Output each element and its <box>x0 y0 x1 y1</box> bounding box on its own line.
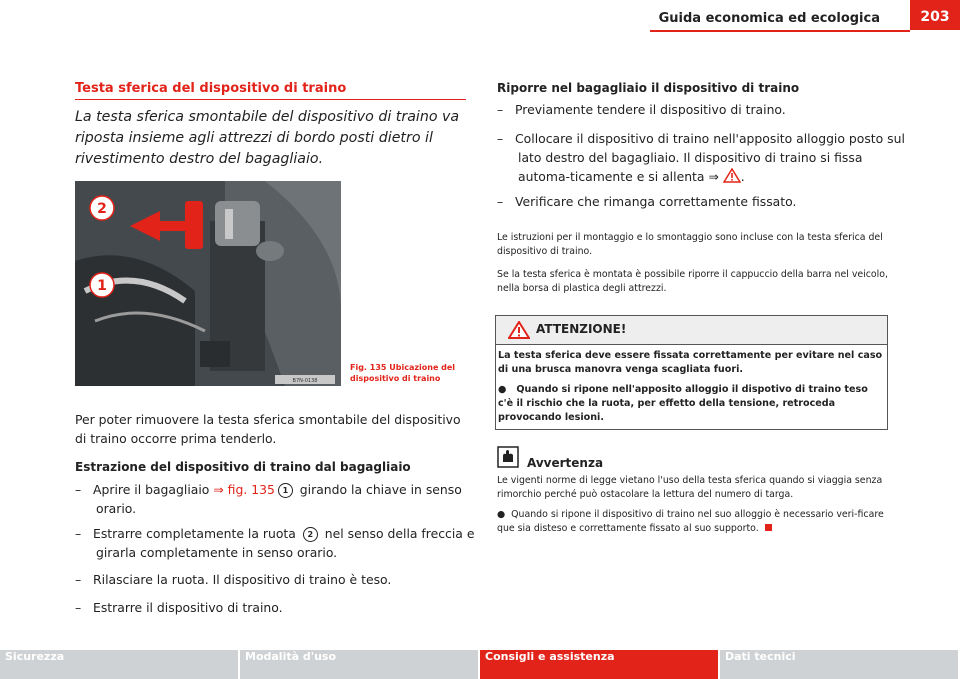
figure-link[interactable]: ⇒ fig. 135 <box>213 482 275 497</box>
store-heading: Riporre nel bagagliaio il dispositivo di traino <box>497 81 800 95</box>
warning-header <box>496 316 887 345</box>
note-paragraph-1: Le istruzioni per il montaggio e lo smontaggio sono incluse con la testa sferica del dispositivo di traino. <box>497 232 883 257</box>
footer-tab-consigli[interactable]: Consigli e assistenza <box>480 650 718 679</box>
warning-box <box>495 315 888 430</box>
section-intro: La testa sferica smontabile del dispositivo di traino va riposta insieme agli attrezzi di bordo posti dietro il rivestimento destro del bagagliaio. <box>75 109 460 167</box>
note-paragraph-2: Se la testa sferica è montata è possibile riporre il cappuccio della barra nel veicolo, nella borsa di plastica degli attrezzi. <box>497 269 888 294</box>
header-rule <box>650 30 910 32</box>
figure-marker-1: 1 <box>97 278 107 294</box>
cross-ref-arrow: ⇒ <box>708 169 719 184</box>
callout-badge-2: 2 <box>303 527 318 542</box>
figure-marker-2: 2 <box>97 201 107 217</box>
store-step-2: – Collocare il dispositivo di traino nell'apposito alloggio posto sul lato destro del bagagliaio. Il dispositivo di traino si fissa automa-ticamente e si allenta ⇒ . <box>497 131 905 184</box>
removal-step-1: – Aprire il bagagliaio ⇒ fig. 135 1 girando la chiave in senso orario. <box>75 482 462 516</box>
warning-icon <box>508 321 530 343</box>
figure-photo <box>75 181 341 386</box>
left-paragraph: Per poter rimuovere la testa sferica smontabile del dispositivo di traino occorre prima tenderlo. <box>75 412 461 446</box>
warning-title: ATTENZIONE! <box>536 322 627 336</box>
figure-caption: Fig. 135 Ubicazione del dispositivo di traino <box>350 363 456 383</box>
removal-step-2: – Estrarre completamente la ruota 2 nel senso della freccia e girarla completamente in senso orario. <box>75 526 475 560</box>
store-step-3: – Verificare che rimanga correttamente fissato. <box>497 194 797 209</box>
callout-badge-1: 1 <box>278 483 293 498</box>
notice-title: Avvertenza <box>527 456 604 470</box>
running-header-title: Guida economica ed ecologica <box>658 11 880 26</box>
notice-text-1: Le vigenti norme di legge vietano l'uso della testa sferica quando si viaggia senza rimorchio perché può ostacolare la lettura del numero di targa. <box>497 475 883 500</box>
end-marker-icon <box>765 524 772 531</box>
footer-tab-sicurezza[interactable]: Sicurezza <box>0 650 238 679</box>
notice-text-2: ● Quando si ripone il dispositivo di traino nel suo alloggio è necessario veri-ficare que sia disteso e correttamente fissato al suo supporto. <box>497 509 884 534</box>
page-number: 203 <box>910 0 960 30</box>
store-step-1: – Previamente tendere il dispositivo di traino. <box>497 102 786 117</box>
warning-body <box>498 349 884 425</box>
footer-tab-modalita-uso[interactable]: Modalità d'uso <box>240 650 478 679</box>
figure-code: B7N-0138 <box>292 378 318 384</box>
warning-text-1: La testa sferica deve essere fissata correttamente per evitare nel caso di una brusca manovra venga scagliata fuori. <box>498 350 883 375</box>
section-title: Testa sferica del dispositivo di traino <box>75 81 347 96</box>
warning-triangle-icon[interactable] <box>723 169 741 184</box>
section-rule <box>75 99 466 100</box>
removal-step-4: – Estrarre il dispositivo di traino. <box>75 600 283 615</box>
info-icon <box>497 446 519 472</box>
removal-step-3: – Rilasciare la ruota. Il dispositivo di traino è teso. <box>75 572 392 587</box>
footer-tab-dati-tecnici[interactable]: Dati tecnici <box>720 650 958 679</box>
tow-hitch-illustration <box>75 181 341 386</box>
removal-heading: Estrazione del dispositivo di traino dal bagagliaio <box>75 460 411 474</box>
warning-text-2: ● Quando si ripone nell'apposito alloggio il dispotivo di traino teso c'è il rischio che la ruota, per effetto della tensione, retroceda provocando lesioni. <box>498 384 868 423</box>
